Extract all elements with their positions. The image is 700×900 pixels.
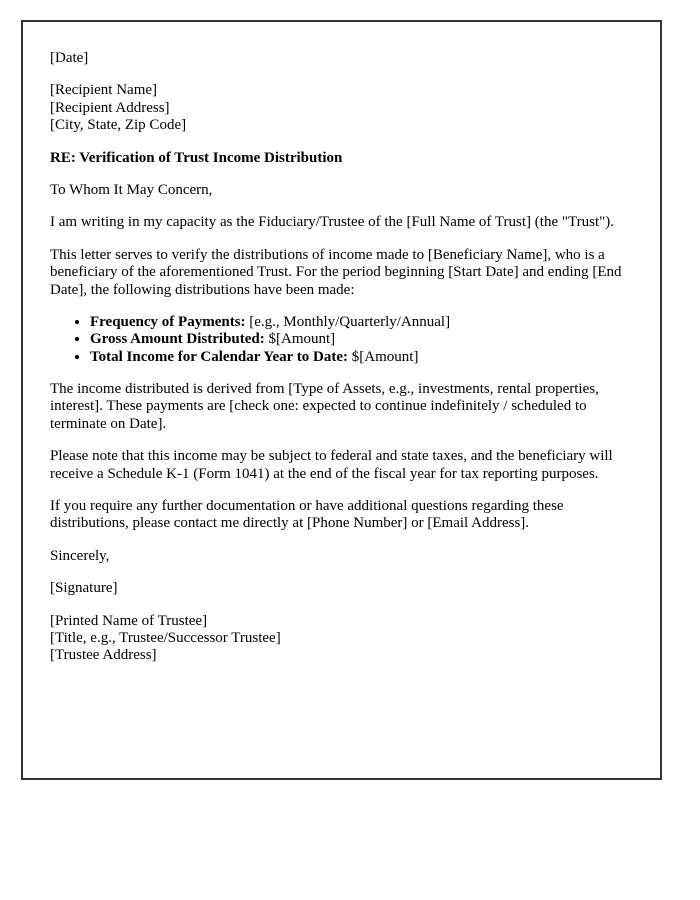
distribution-list bbox=[50, 314, 633, 366]
gross-amount-value: $[Amount] bbox=[264, 331, 336, 348]
paragraph-tax-note: Please note that this income may be subject to federal and state taxes, and the beneficiary will receive a Schedule K-1 (Form 1041) at the end of the fiscal year for tax reporting purposes. bbox=[50, 448, 613, 482]
signer-title: [Title, e.g., Trustee/Successor Trustee] bbox=[50, 629, 281, 646]
paragraph-income-source: The income distributed is derived from [Type of Assets, e.g., investments, rental properties, interest]. These payments are [check one: expected to continue indefinitely / scheduled to terminate on Date]. bbox=[50, 381, 599, 432]
gross-amount-label: Gross Amount Distributed: bbox=[90, 331, 265, 348]
signature-placeholder: [Signature] bbox=[50, 580, 118, 597]
recipient-city-state-zip: [City, State, Zip Code] bbox=[50, 117, 187, 134]
closing: Sincerely, bbox=[50, 547, 110, 564]
paragraph-verification: This letter serves to verify the distributions of income made to [Beneficiary Name], who is a beneficiary of the aforementioned Trust. For the period beginning [Start Date] and ending [End Date], the following distributions have been made: bbox=[50, 246, 622, 298]
paragraph-intro: I am writing in my capacity as the Fiduciary/Trustee of the [Full Name of Trust] (the "Trust"). bbox=[50, 214, 614, 231]
salutation: To Whom It May Concern, bbox=[50, 181, 213, 198]
total-income-label: Total Income for Calendar Year to Date: bbox=[90, 348, 349, 365]
recipient-address: [Recipient Address] bbox=[50, 99, 170, 116]
letter-frame bbox=[21, 20, 662, 780]
list-item-gross-amount bbox=[90, 331, 633, 348]
list-item-total-income bbox=[90, 349, 633, 366]
frequency-label: Frequency of Payments: bbox=[90, 313, 246, 330]
signer-block bbox=[50, 613, 633, 665]
total-income-value: $[Amount] bbox=[348, 348, 419, 365]
recipient-name: [Recipient Name] bbox=[50, 82, 158, 99]
paragraph-contact: If you require any further documentation or have additional questions regarding these distributions, please contact me directly at [Phone Number] or [Email Address]. bbox=[50, 498, 564, 532]
signer-address: [Trustee Address] bbox=[50, 647, 157, 664]
list-item-frequency bbox=[90, 314, 633, 331]
date-line: [Date] bbox=[50, 50, 89, 66]
frequency-value: [e.g., Monthly/Quarterly/Annual] bbox=[245, 313, 451, 330]
subject-line: RE: Verification of Trust Income Distribution bbox=[50, 149, 343, 166]
signer-printed-name: [Printed Name of Trustee] bbox=[50, 612, 208, 629]
letter-body bbox=[50, 50, 633, 665]
recipient-block bbox=[50, 82, 633, 134]
